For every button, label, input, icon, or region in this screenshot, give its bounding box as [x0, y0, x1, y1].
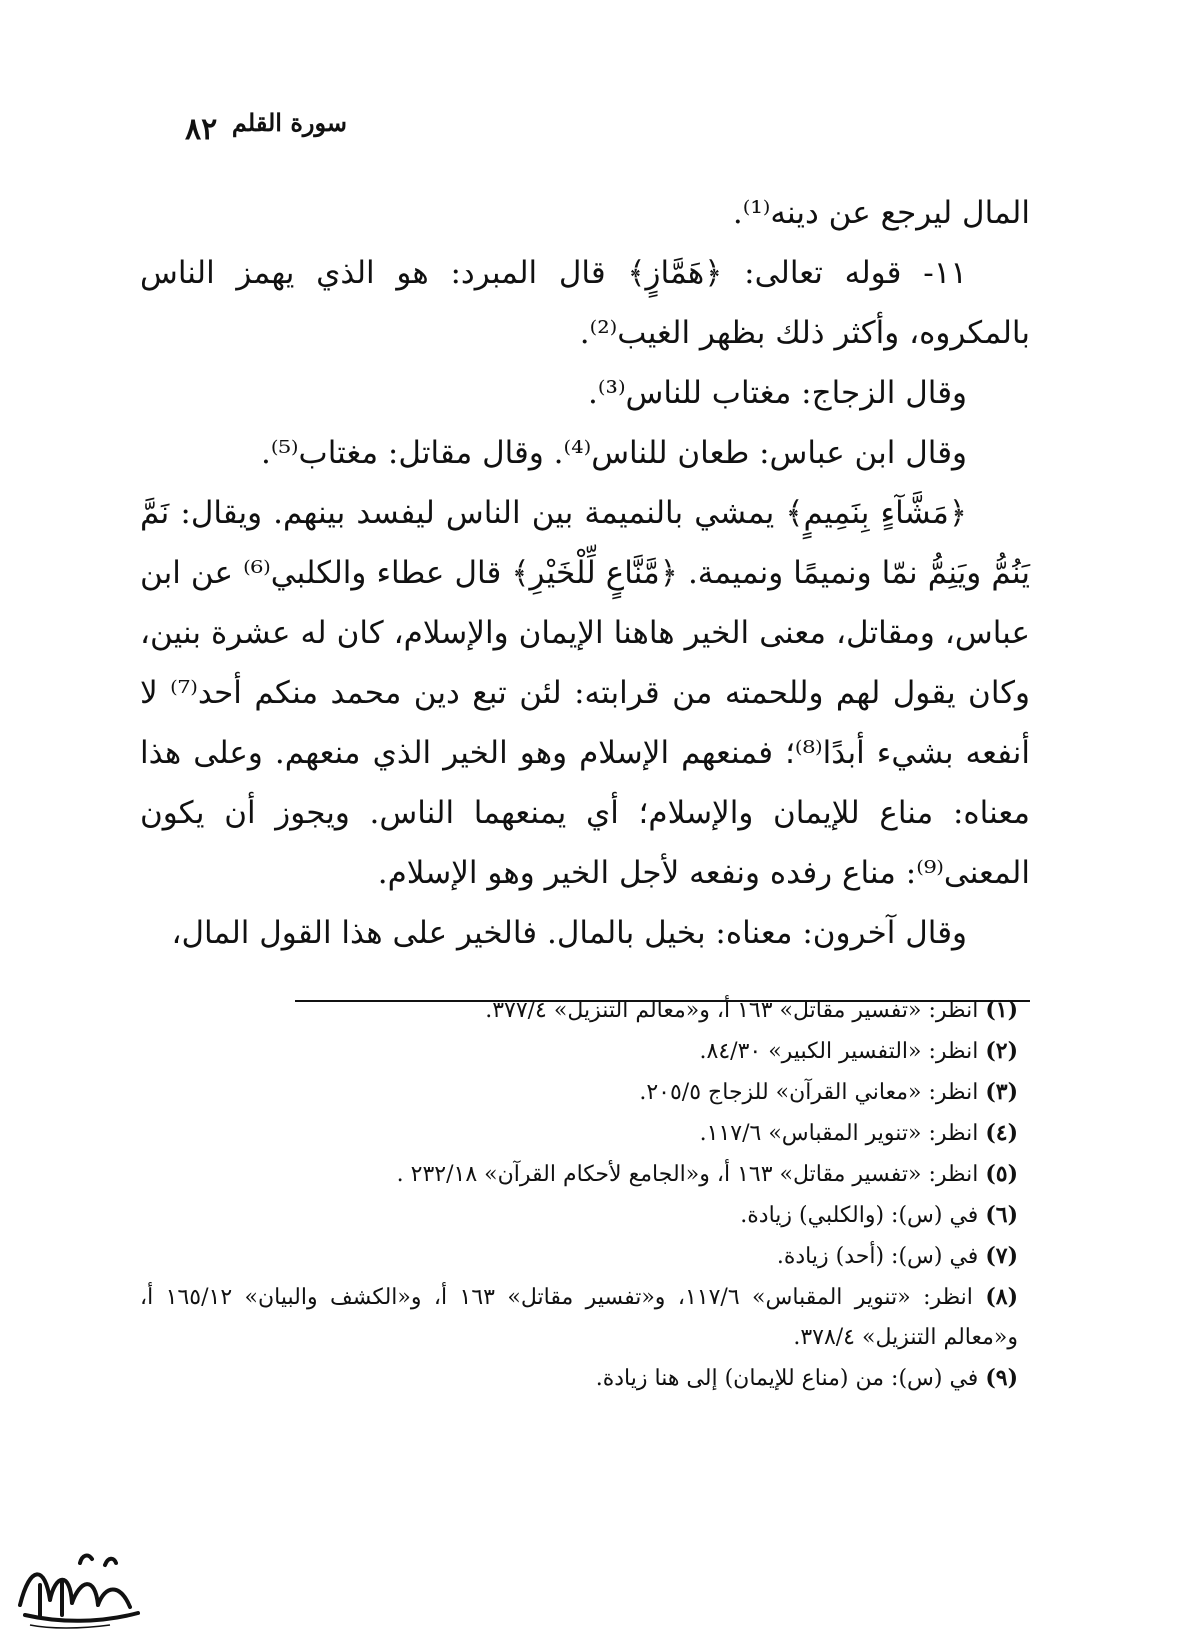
footnote-7	[140, 1236, 1030, 1277]
footnote-text: انظر: «تفسير مقاتل» ١٦٣ أ، و«الجامع لأحكام القرآن» ٢٣٢/١٨ .	[396, 1162, 979, 1187]
page-number: ٨٢	[185, 112, 218, 147]
footnote-text: انظر: «التفسير الكبير» ٨٤/٣٠.	[699, 1039, 979, 1064]
footnote-3	[140, 1072, 1030, 1113]
footnote-number: (٩)	[985, 1365, 1018, 1391]
footnote-number: (٤)	[985, 1120, 1018, 1146]
paragraph-4: وقال ابن عباس: طعان للناس⁽⁴⁾. وقال مقاتل: مغتاب⁽⁵⁾.	[261, 435, 967, 471]
paragraph-5: ﴿مَشَّآءٍ بِنَمِيمٍ﴾ يمشي بالنميمة بين الناس ليفسد بينهم. ويقال: نَمَّ يَنُمُّ ويَنِمُّ نمّا ونميمًا ونميمة. ﴿مَّنَّاعٍ لِّلْخَيْرِ﴾ قال عطاء والكلبي⁽⁶⁾ عن ابن عباس، ومقاتل، معنى الخير هاهنا الإيمان والإسلام، كان له عشرة بنين، وكان يقول لهم وللحمته من قرابته: لئن تبع دين محمد منكم أحد⁽⁷⁾ لا أنفعه بشيء أبدًا⁽⁸⁾؛ فمنعهم الإسلام وهو الخير الذي منعهم. وعلى هذا معناه: مناع للإيمان والإسلام؛ أي يمنعهما الناس. ويجوز أن يكون المعنى⁽⁹⁾: مناع رفده ونفعه لأجل الخير وهو الإسلام.	[140, 495, 1030, 891]
paragraph-6: وقال آخرون: معناه: بخيل بالمال. فالخير على هذا القول المال،	[171, 915, 967, 951]
footnote-1	[140, 990, 1030, 1031]
paragraph-2: ١١- قوله تعالى: ﴿هَمَّازٍ﴾ قال المبرد: هو الذي يهمز الناس بالمكروه، وأكثر ذلك بظهر الغيب⁽²⁾.	[140, 255, 1030, 351]
footnote-text: انظر: «تنوير المقباس» ١١٧/٦.	[699, 1121, 979, 1146]
footnote-text: انظر: «تنوير المقباس» ١١٧/٦، و«تفسير مقاتل» ١٦٣ أ، و«الكشف والبيان» ١٦٥/١٢ أ، و«معالم التنزيل» ٣٧٨/٤.	[140, 1285, 1018, 1350]
footnote-text: انظر: «معاني القرآن» للزجاج ٢٠٥/٥.	[639, 1080, 979, 1105]
footnote-number: (٨)	[985, 1284, 1018, 1310]
footnote-number: (٢)	[985, 1038, 1018, 1064]
footnote-9	[140, 1358, 1030, 1399]
footnote-text: انظر: «تفسير مقاتل» ١٦٣ أ، و«معالم التنزيل» ٣٧٧/٤.	[485, 998, 979, 1023]
footnote-text: في (س): (والكلبي) زيادة.	[740, 1203, 979, 1228]
footnote-5	[140, 1154, 1030, 1195]
paragraph-1: المال ليرجع عن دينه⁽¹⁾.	[732, 195, 1030, 231]
footnote-4	[140, 1113, 1030, 1154]
footnote-text: في (س): (أحد) زيادة.	[776, 1244, 979, 1269]
footnote-8	[140, 1277, 1030, 1358]
running-title: سورة القلم	[231, 108, 347, 137]
footnote-number: (١)	[985, 997, 1018, 1023]
paragraph-3: وقال الزجاج: مغتاب للناس⁽³⁾.	[588, 375, 967, 411]
library-logo-icon	[10, 1545, 150, 1635]
footnote-number: (٧)	[985, 1243, 1018, 1269]
footnote-text: في (س): من (مناع للإيمان) إلى هنا زيادة.	[595, 1366, 979, 1391]
footnote-2	[140, 1031, 1030, 1072]
footnote-number: (٣)	[985, 1079, 1018, 1105]
footnote-number: (٦)	[985, 1202, 1018, 1228]
main-text	[140, 183, 1030, 963]
footnote-number: (٥)	[985, 1161, 1018, 1187]
footnotes	[140, 990, 1030, 1399]
footnote-6	[140, 1195, 1030, 1236]
